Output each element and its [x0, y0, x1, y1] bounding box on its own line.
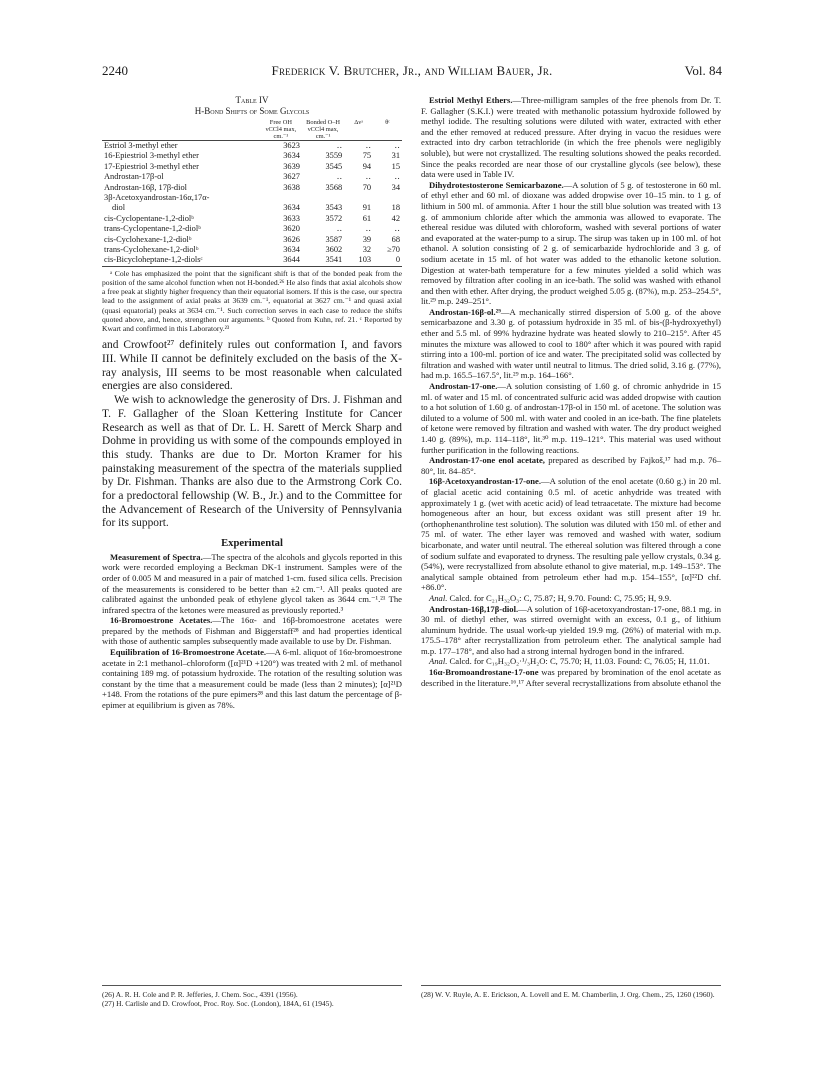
paragraph-heading: Equilibration of 16-Bromoestrone Acetate.	[110, 647, 267, 658]
right-column	[421, 95, 721, 688]
col-header-free: Free OH νCCl4 max, cm.⁻¹	[265, 119, 297, 140]
cell-theta: 18	[391, 203, 400, 213]
cell-delta: 75	[362, 151, 372, 161]
cell-bonded: 3541	[325, 255, 343, 265]
table-row	[102, 235, 402, 245]
cell-delta: 61	[362, 213, 372, 223]
cell-theta: 68	[391, 234, 400, 244]
table-footnotes: ᵃ Cole has emphasized the point that the significant shift is that of the bonded peak from the position of the same alcohol function when not H-bonded.²⁶ He also finds that axial alcohols show a free peak at slightly higher frequency than their equatorial isomers. If this is the case, our spectra lead to the assignment of axial peaks at 3639 cm.⁻¹, equatorial at 3627 cm.⁻¹ and quasi axial (quasi equatorial) peaks at 3634 cm.⁻¹. Such correction serves in each case to reduce the shifts quoted above, and, hence, strengthen our arguments. ᵇ Quoted from Kuhn, ref. 21. ᶜ Reported by Kwart and confirmed in this Laboratory.²³	[102, 268, 402, 334]
table-row	[102, 245, 402, 255]
cell-theta	[373, 193, 402, 203]
reference-item: (26) A. R. H. Cole and P. R. Jefferies, J. Chem. Soc., 4391 (1956).	[102, 990, 298, 999]
cell-theta: ‥	[394, 172, 400, 182]
paragraph: Androstan-16β,17β-diol.—A solution of 16β-acetoxyandrostan-17-one, 88.1 mg. in 30 ml. of diethyl ether, was stirred overnight with an excess, 0.1 g., of lithium aluminum hydride. The usual work-up yielded 19.9 mg. (26%) of material with m.p. 175.5–178° after recrystallization from petroleum ether. The analytical sample had m.p. 177–178°, and also had a strong internal hydrogen bond in the infrared.	[421, 603, 721, 656]
cell-name: trans-Cyclopentane-1,2-diolᵇ	[104, 224, 201, 234]
anal-label: Anal.	[429, 592, 448, 603]
cell-free	[260, 193, 302, 203]
paragraph: Androstan-17-one.—A solution consisting of 1.60 g. of chromic anhydride in 15 ml. of water and 15 ml. of concentrated sulfuric acid was added dropwise with caution to a hot solution of 1.60 g. of androstan-17β-ol in 150 ml. of acetone. The solution was diluted to a volume of 500 ml. with water and cooled in an ice-bath. The fine platelets of ketone were removed by filtration and washed with water. The dry product weighed 1.40 g. (89%), m.p. 114–118°, lit.³⁰ m.p. 119–121°. This material was used without further purification in the following reactions.	[421, 381, 721, 455]
paragraph: Androstan-17-one enol acetate, prepared as described by Fajkoš,¹⁷ had m.p. 76–80°, lit. 84–85°.	[421, 455, 721, 476]
cell-free: 3626	[283, 234, 300, 244]
paragraph: 16β-Acetoxyandrostan-17-one.—A solution of the enol acetate (0.60 g.) in 20 ml. of glacial acetic acid containing 0.5 ml. of acetic anhydride was treated with approximately 1 g. (wet with acetic acid) of lead tetraacetate. The mixture had become homogeneous after an hour, but excess oxidant was still present after 19 hr. (orthophenanthroline test solution). The solution was diluted with 150 ml. of ether and 75 ml. of water. The ether layer was removed and washed with water, sodium bicarbonate, and water until neutral. The ethereal solution was filtered through a cone of sodium sulfate and evaporated to dryness. The resulting pale yellow crystals, 0.34 g. (54%), were recrystallized from absolute ethanol to give material, m.p. 149–153°. The analytical sample obtained from petroleum ether had m.p. 154–155°, [α]²²D chf. +86.0°.	[421, 476, 721, 593]
cell-free: 3620	[283, 224, 300, 234]
cell-name: Androstan-17β-ol	[104, 172, 164, 182]
cell-name: cis-Cyclopentane-1,2-diolᵇ	[104, 213, 194, 223]
cell-theta: ‥	[394, 224, 400, 234]
cell-bonded: 3568	[325, 182, 343, 192]
cell-theta: ≥70	[387, 245, 400, 255]
paragraph: Measurement of Spectra.—The spectra of the alcohols and glycols reported in this work were recorded employing a Beckman DK-1 instrument. Samples were of the order of 0.005 M and measured in a pair of matched 1-cm. fused silica cells. Precision of the measurements is considered to be better than ±2 cm.⁻¹. All peaks quoted are calibrated against the unbonded peak of ethylene glycol taken as 3644 cm.⁻¹.²¹ The infrared spectra of the ketones were measured as previously reported.³	[102, 551, 402, 615]
table-subtitle: H-Bond Shifts of Some Glycols	[194, 106, 310, 116]
volume-label: Vol. 84	[684, 63, 722, 78]
cell-name: 17-Epiestriol 3-methyl ether	[104, 161, 199, 171]
cell-bonded: 3572	[325, 213, 343, 223]
running-authors: Frederick V. Brutcher, Jr., and William Bauer, Jr.	[271, 63, 553, 78]
cell-delta: 70	[362, 182, 372, 192]
table-row	[102, 162, 402, 172]
cell-name: Estriol 3-methyl ether	[104, 141, 178, 150]
cell-name: trans-Cyclohexane-1,2-diolᵇ	[104, 245, 199, 255]
paragraph: 16α-Bromoandrostane-17-one was prepared by bromination of the enol acetate as described in the literature.¹⁶,¹⁷ After several recrystallizations from absolute ethanol the	[421, 667, 721, 688]
paragraph-heading: 16-Bromoestrone Acetates.	[110, 615, 213, 626]
table-row	[102, 224, 402, 234]
cell-free: 3639	[283, 161, 300, 171]
paragraph-heading: Androstan-16β,17β-diol.	[429, 603, 519, 614]
paragraph: Equilibration of 16-Bromoestrone Acetate.—A 6-ml. aliquot of 16α-bromoestrone acetate in 2:1 methanol–chloroform ([α]²¹D +120°) was treated with 2 ml. of methanol containing 189 mg. of potassium hydroxide. The rotation of the resulting solution was constant by the time that a measurement could be made (less than 2 minutes); [α]²¹D +148. From the rotations of the pure epimers²⁸ and this last datum the percentage of β-epimer at equilibrium is given as 78%.	[102, 647, 402, 711]
cell-bonded: ‥	[336, 141, 343, 150]
paragraph-heading: Androstan-16β-ol.²⁹	[429, 306, 501, 317]
cell-theta: 42	[391, 213, 400, 223]
cell-free: 3634	[283, 203, 300, 213]
cell-bonded	[302, 193, 344, 203]
section-title-experimental: Experimental	[221, 538, 283, 550]
cell-theta: 31	[391, 151, 400, 161]
table-row	[102, 214, 402, 224]
cell-bonded: 3587	[325, 234, 343, 244]
cell-theta: ‥	[394, 141, 400, 150]
table-row	[102, 151, 402, 161]
left-body	[102, 339, 402, 531]
cell-delta: 103	[358, 255, 372, 265]
paragraph: Dihydrotestosterone Semicarbazone.—A solution of 5 g. of testosterone in 60 ml. of ethyl ether and 60 ml. of dioxane was added dropwise over 10–15 min. to 1 g. of lithium in 500 ml. of ammonia. After 1 hour the still blue solution was treated with 13 g. of ammonium chloride after which the ammonia was allowed to evaporate. The ethereal residue was diluted with chloroform, washed with several portions of water and evaporated at the water-pump to a sirup. The sirup was taken up in 100 ml. of hot ethanol. A solution consisting of 2 g. of semicarbazide hydrochloride and 3 g. of sodium acetate in 15 ml. of hot water was added to the ethanolic ketone solution. Digestion at water-bath temperature for a few minutes yielded a solid which was removed by filtration after cooling in an ice-bath. The solid was washed with ethanol and then with ether. After drying, the product weighed 5.05 g. (87%), m.p. 253–254.5°, lit.²⁹ m.p. 249–251°.	[421, 179, 721, 307]
cell-name: 3β-Acetoxyandrostan-16α,17α-	[104, 193, 210, 203]
paragraph: Estriol Methyl Ethers.—Three-milligram samples of the free phenols from Dr. T. F. Gallagher (S.K.I.) were treated with methanolic potassium hydroxide followed by methyl iodide. The resulting solutions were diluted with water, extracted with ether and the ether removed at reduced pressure. After drying in vacuo the residues were extracted into dry carbon tetrachloride (in which the free phenols were negligibly soluble), but were not crystallized. The resulting solutions showed the peaks recorded. Since the peaks recorded are near those of our crystalline glycols (see below), these data were used in Table IV.	[421, 95, 721, 180]
cell-free: 3627	[283, 172, 300, 182]
cell-free: 3644	[283, 255, 300, 265]
hbond-table	[102, 119, 402, 267]
paragraph: Anal. Calcd. for C₂₁H₃₂O₃: C, 75.87; H, 9.70. Found: C, 75.95; H, 9.9.	[429, 592, 672, 603]
left-column	[102, 95, 402, 711]
cell-theta: 0	[395, 255, 400, 265]
col-header-theta: θᶜ	[385, 119, 390, 126]
cell-name: cis-Bicycloheptane-1,2-diolsᶜ	[104, 255, 203, 265]
cell-free: 3634	[283, 151, 300, 161]
cell-delta: ‥	[365, 224, 372, 234]
paragraph-heading: 16α-Bromoandrostane-17-one	[429, 667, 539, 678]
col-header-bonded: Bonded O–H νCCl4 max, cm.⁻¹	[306, 119, 341, 140]
paragraph: Anal. Calcd. for C₁₉H₃₂O₂·¹/₃H₂O: C, 75.70; H, 11.03. Found: C, 76.05; H, 11.01.	[429, 656, 710, 667]
paragraph-heading: Androstan-17-one.	[429, 381, 498, 392]
paragraph-heading: Estriol Methyl Ethers.	[429, 95, 513, 105]
paragraph-heading: 16β-Acetoxyandrostan-17-one.	[429, 476, 542, 487]
cell-delta: 32	[362, 245, 372, 255]
paragraph-heading: Androstan-17-one enol acetate,	[429, 455, 545, 466]
cell-name: diol	[112, 203, 126, 213]
table-row	[102, 141, 402, 151]
cell-delta: 39	[362, 234, 372, 244]
anal-label: Anal.	[429, 656, 448, 667]
cell-bonded: 3602	[325, 245, 343, 255]
cell-free: 3623	[283, 141, 300, 150]
cell-name: cis-Cyclohexane-1,2-diolᵇ	[104, 234, 192, 244]
running-header	[102, 63, 722, 83]
cell-delta: ‥	[365, 172, 372, 182]
paragraph: Androstan-16β-ol.²⁹—A mechanically stirred dispersion of 5.00 g. of the above semicarbazone and 3.30 g. of potassium hydroxide in 35 ml. of bis-(β-hydroxyethyl) ether and 5.5 ml. of 99% hydrazine hydrate was heated slowly to 210–215°. After 45 minutes the mixture was allowed to cool to 180° after which it was poured with rapid stirring into a 100-ml. portion of ice and water. The precipitated solid was collected by filtration and washed with water until neutral to litmus. The dried solid, 3.16 g. (77%), had m.p. 165.5–167.5°, lit.²⁹ m.p. 164–166°.	[421, 306, 721, 381]
reference-item: (27) H. Carlisle and D. Crowfoot, Proc. Roy. Soc. (London), 184A, 61 (1945).	[102, 999, 334, 1009]
cell-theta: 15	[391, 161, 400, 171]
cell-free: 3634	[283, 245, 300, 255]
paragraph-heading: Dihydrotestosterone Semicarbazone.	[429, 179, 564, 190]
paragraph: and Crowfoot²⁷ definitely rules out conformation I, and favors III. While II cannot be definitely excluded on the basis of the X-ray analysis, III seems to be most reasonable when calculated energies are also considered.	[102, 339, 402, 393]
table-row	[102, 203, 402, 213]
cell-bonded: ‥	[336, 224, 343, 234]
references-left	[102, 985, 402, 1009]
paragraph: 16-Bromoestrone Acetates.—The 16α- and 16β-bromoestrone acetates were prepared by the methods of Fishman and Biggerstaff²⁸ and had properties identical with those of authentic samples subsequently made available to use by Dr. Fishman.	[102, 615, 402, 647]
cell-free: 3633	[283, 213, 300, 223]
table-row	[102, 255, 402, 266]
cell-delta: 94	[362, 161, 372, 171]
acknowledgment: We wish to acknowledge the generosity of Drs. J. Fishman and T. F. Gallagher of the Sloan Kettering Institute for Cancer Research as well as that of Dr. L. H. Sarett of Merck Sharp and Dohme in providing us with some of the compounds employed in this study. Thanks are due to Dr. Morton Kramer for his painstaking measurement of the spectra of the materials supplied by Dr. Fishman. Thanks are also due to the Armstrong Cork Co. for a predoctoral fellowship (W. B., Jr.) and to the Committee for the Advancement of Research of the University of Pennsylvania for its support.	[102, 394, 402, 530]
cell-delta	[344, 193, 373, 203]
cell-name: Androstan-16β, 17β-diol	[104, 182, 187, 192]
table-row	[102, 183, 402, 193]
cell-name: 16-Epiestriol 3-methyl ether	[104, 151, 199, 161]
cell-delta: ‥	[365, 141, 372, 150]
col-header-delta: Δνᵃ	[354, 119, 364, 126]
experimental-paragraphs	[102, 552, 402, 711]
cell-free: 3638	[283, 182, 300, 192]
table-row	[102, 172, 402, 182]
cell-bonded: 3543	[325, 203, 343, 213]
reference-item: (28) W. V. Ruyle, A. E. Erickson, A. Lovell and E. M. Chamberlin, J. Org. Chem., 25, 1260 (1960).	[421, 990, 715, 999]
paragraph-heading: Measurement of Spectra.	[110, 551, 203, 562]
table-body	[102, 141, 402, 266]
cell-bonded: 3559	[325, 151, 343, 161]
references-right	[421, 985, 721, 999]
table-title: Table IV	[235, 95, 269, 105]
cell-bonded: 3545	[325, 161, 343, 171]
cell-theta: 34	[391, 182, 400, 192]
page-number: 2240	[102, 63, 128, 78]
table-row	[102, 193, 402, 203]
cell-bonded: ‥	[336, 172, 343, 182]
cell-delta: 91	[362, 203, 372, 213]
